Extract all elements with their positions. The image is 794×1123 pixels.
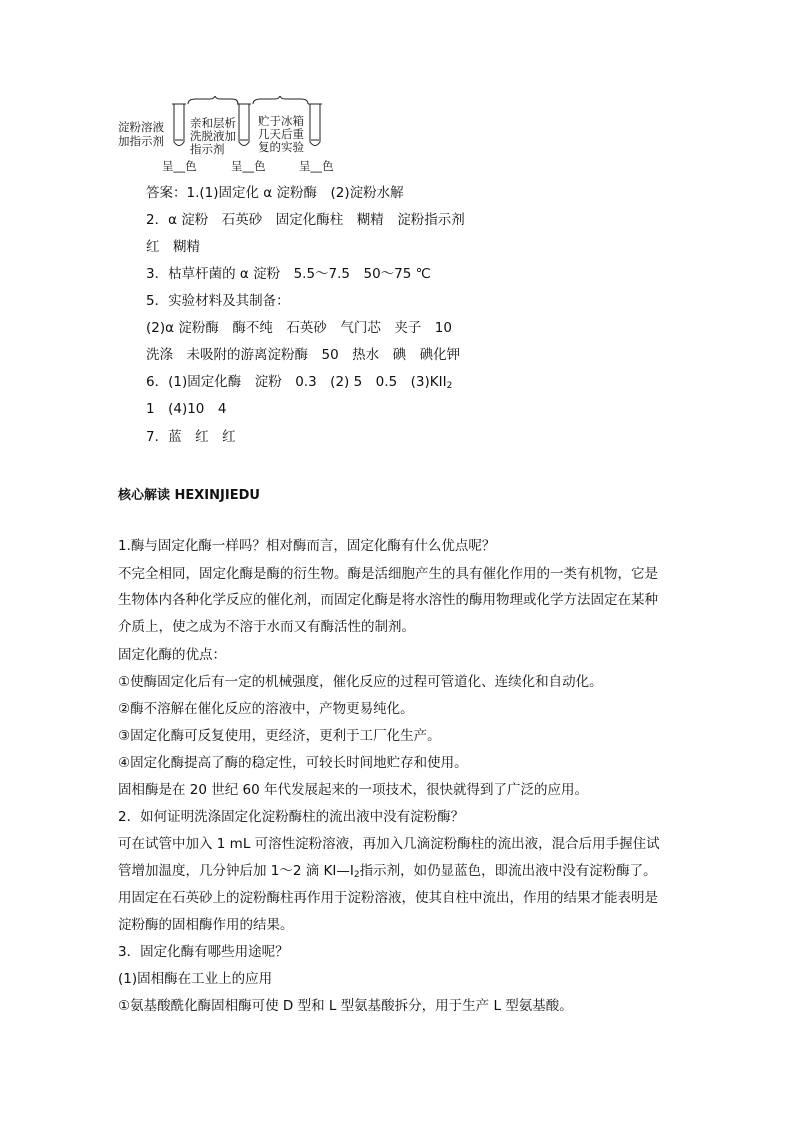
test-tube-2: [239, 104, 249, 146]
paragraph-2c: 用固定在石英砂上的淀粉酶柱再作用于淀粉溶液，使其自柱中流出，作用的结果才能表明是: [118, 890, 658, 906]
paragraph-1c: 介质上，使之成为不溶于水而又有酶活性的制剂。: [118, 619, 415, 635]
advantage-2: ②酶不溶解在催化反应的溶液中，产物更易纯化。: [118, 701, 414, 717]
question-3: 3．固定化酶有哪些用途呢？: [118, 944, 289, 960]
brace-1: [188, 96, 238, 104]
paragraph-2b: 管增加温度，几分钟后加 1～2 滴 $KI—I_2$指示剂，如仍显蓝色，即流出液中没有淀粉酶了。: [118, 863, 657, 880]
diagram-label-3b: 几天后重: [258, 127, 304, 141]
answer-line-2: 2．α 淀粉 石英砂 固定化酶柱 糊精 淀粉指示剂: [146, 212, 465, 228]
diagram-label-3a: 贮于冰箱: [258, 114, 304, 128]
answer-line-6: (2)α 淀粉酶 酶不纯 石英砂 气门芯 夹子 10: [146, 320, 452, 336]
test-tube-3: [310, 104, 320, 146]
color-blank-2: 呈__色: [231, 159, 266, 173]
advantage-1: ①使酶固定化后有一定的机械强度，催化反应的过程可管道化、连续化和自动化。: [118, 674, 603, 690]
color-blank-1: 呈__色: [162, 159, 197, 173]
question-2: 2．如何证明洗涤固定化淀粉酶柱的流出液中没有淀粉酶？: [118, 809, 465, 825]
diagram-label-2c: 指示剂: [190, 142, 225, 156]
paragraph-1a: 不完全相同，固定化酶是酶的衍生物。酶是活细胞产生的具有催化作用的一类有机物，它是: [118, 566, 658, 582]
advantage-3: ③固定化酶可反复使用，更经济，更利于工厂化生产。: [118, 728, 441, 744]
paragraph-2a: 可在试管中加入 1 mL 可溶性淀粉溶液，再加入几滴淀粉酶柱的流出液，混合后用手握住试: [118, 836, 660, 852]
answer-line-1: 答案：1.(1)固定化 α 淀粉酶 (2)淀粉水解: [146, 185, 404, 201]
answer-line-3: 红 糊精: [146, 239, 200, 255]
diagram-label-1a: 淀粉溶液: [118, 120, 164, 134]
advantage-4: ④固定化酶提高了酶的稳定性，可较长时间地贮存和使用。: [118, 755, 468, 771]
question-3-item-1: ①氨基酸酰化酶固相酶可使 D 型和 L 型氨基酸拆分，用于生产 L 型氨基酸。: [118, 998, 573, 1014]
paragraph-2d: 淀粉酶的固相酶作用的结果。: [118, 917, 294, 933]
test-tube-1: [174, 104, 184, 146]
answer-line-8: 6．(1)固定化酶 淀粉 0.3 (2) 5 0.5 $(3)KII_2$: [146, 374, 453, 391]
brace-2: [253, 96, 308, 104]
paragraph-1d: 固相酶是在 20 世纪 60 年代发展起来的一项技术，很快就得到了广泛的应用。: [118, 782, 589, 798]
answer-line-7: 洗涤 未吸附的游离淀粉酶 50 热水 碘 碘化钾: [146, 347, 461, 363]
question-3-subheading: (1)固相酶在工业上的应用: [118, 971, 273, 987]
answer-line-4: 3．枯草杆菌的 α 淀粉 5.5～7.5 50～75 ℃: [146, 266, 431, 282]
diagram-label-1b: 加指示剂: [118, 134, 164, 148]
answer-line-9: 1 (4)10 4: [146, 401, 227, 417]
section-title: 核心解读 HEXINJIEDU: [118, 488, 260, 503]
diagram-label-2a: 亲和层析: [190, 116, 236, 130]
answer-line-5: 5．实验材料及其制备：: [146, 293, 290, 309]
paragraph-1b: 生物体内各种化学反应的催化剂，而固定化酶是将水溶性的酶用物理或化学方法固定在某种: [118, 592, 658, 608]
diagram-label-2b: 洗脱液加: [190, 129, 236, 143]
advantages-title: 固定化酶的优点：: [118, 647, 226, 663]
color-blank-3: 呈__色: [299, 159, 334, 173]
answer-line-10: 7．蓝 红 红: [146, 429, 236, 445]
question-1: 1.酶与固定化酶一样吗？相对酶而言，固定化酶有什么优点呢？: [118, 538, 496, 554]
diagram-label-3c: 复的实验: [258, 140, 304, 154]
